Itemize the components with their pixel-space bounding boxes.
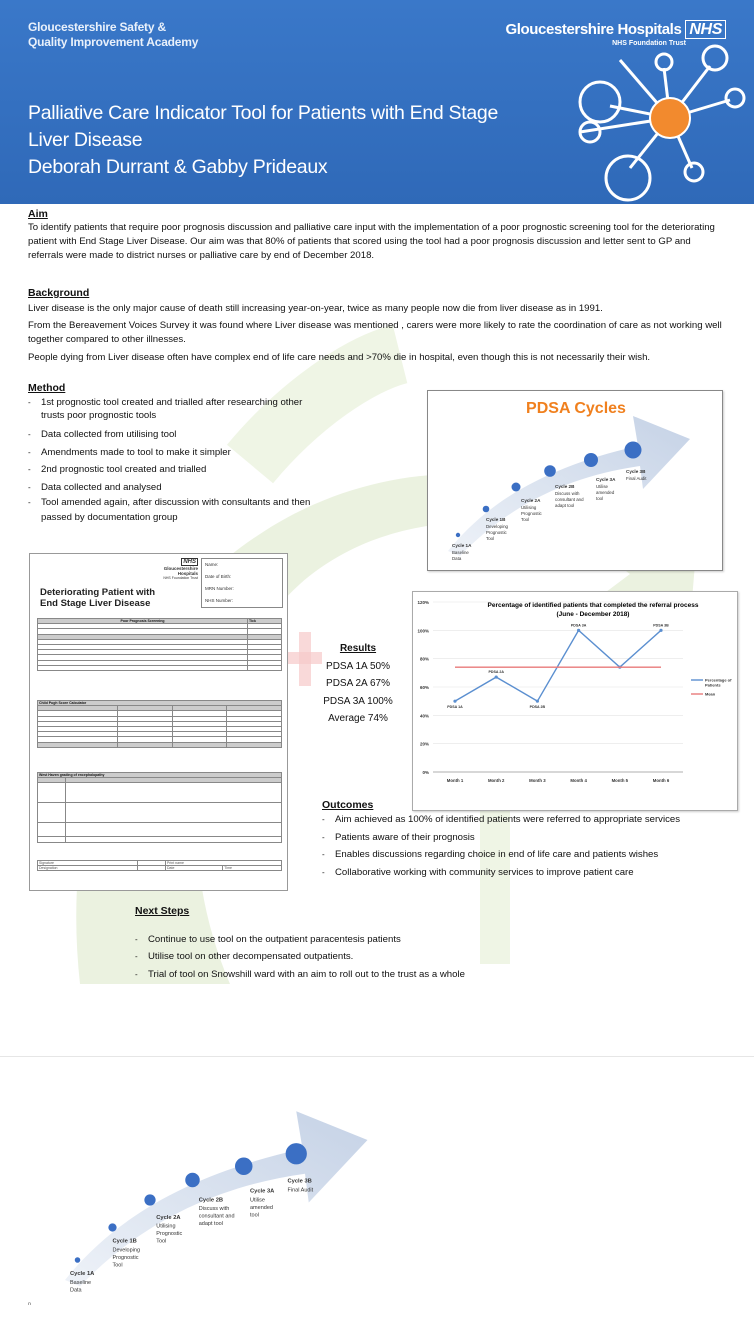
- legend-label: Percentage of: [705, 677, 732, 683]
- screening-table: [37, 618, 282, 671]
- child-pugh-header: Child Pugh Score Calculator: [38, 701, 282, 706]
- background-paragraph-2: From the Bereavement Voices Survey it was found where Liver disease was mentioned , carers were more likely to rate the coordination of care as not working well together compared to other illnesses.: [28, 320, 722, 345]
- pdsa-cycle-dot: [144, 1194, 155, 1205]
- pdsa-cycle-desc: Data: [70, 1287, 82, 1294]
- chart-point: [659, 629, 662, 632]
- background-paragraph-3: People dying from Liver disease often have complex end of life care needs and >70% die in hospital, even though this is not necessarily their wish.: [28, 352, 651, 363]
- chart-y-tick: 0%: [422, 770, 429, 775]
- chart-point-label: PDSA 3A: [570, 623, 587, 628]
- pdsa-cycle-desc: Prognostic: [156, 1231, 183, 1237]
- pdsa-cycle-dot: [584, 453, 598, 467]
- pdsa-cycle-desc: Baseline: [70, 1279, 92, 1286]
- chart-point: [453, 700, 456, 703]
- method-item: - 2nd prognostic tool created and trialled: [28, 461, 328, 479]
- chart-point: [536, 700, 539, 703]
- outcomes-section: [322, 799, 742, 881]
- pdsa-cycle-desc: Utilising: [156, 1223, 176, 1230]
- chart-title: Percentage of identified patients that completed the referral process: [487, 602, 699, 609]
- form-date: Date: [166, 866, 223, 871]
- chart-point: [577, 629, 580, 632]
- method-heading: Method: [28, 382, 66, 394]
- pdsa-cycle-desc: Tool: [486, 536, 495, 541]
- next-step-item: - Continue to use tool on the outpatient paracentesis patients: [135, 931, 405, 948]
- results-heading: Results: [339, 643, 377, 654]
- chart-point-label: PDSA 2B: [529, 705, 546, 710]
- outcomes-heading: Outcomes: [322, 799, 374, 811]
- outcomes-list: [322, 811, 742, 881]
- pdsa-cycle-desc: Developing: [486, 524, 508, 529]
- chart-x-tick: Month 3: [529, 778, 546, 783]
- pdsa-cycle-desc: Utilising: [521, 505, 537, 510]
- academy-line-2: Quality Improvement Academy: [28, 35, 199, 49]
- pdsa-cycle-desc: Tool: [112, 1262, 123, 1269]
- form-nhs-field: NHS Number:: [205, 598, 234, 603]
- pdsa-cycle-desc: Prognostic: [521, 511, 542, 516]
- form-mrn-field: MRN Number:: [205, 586, 234, 591]
- form-org: Gloucestershire Hospitals: [163, 566, 198, 576]
- academy-line-1: Gloucestershire Safety &: [28, 20, 166, 34]
- chart-y-tick: 120%: [417, 600, 429, 605]
- form-time: Time: [223, 866, 282, 871]
- pdsa-cycle-dot: [625, 442, 642, 459]
- result-pdsa-2a: PDSA 2A 67%: [326, 678, 390, 689]
- chart-point-label: PDSA 2A: [488, 670, 504, 675]
- cross-decoration: [288, 632, 322, 686]
- child-pugh-table: [37, 700, 282, 748]
- pdsa-cycle-desc: Baseline: [452, 550, 469, 555]
- tick-header: Tick: [248, 619, 282, 624]
- title-line-1: Palliative Care Indicator Tool for Patients with End Stage: [28, 102, 499, 124]
- form-title: [40, 587, 155, 609]
- pdsa-cycle-desc: Discuss with: [555, 491, 580, 496]
- pdsa-cycle-dot: [108, 1223, 116, 1231]
- chart-x-tick: Month 2: [487, 778, 505, 783]
- method-item: - Amendments made to tool to make it simpler: [28, 444, 328, 462]
- trust-name: Gloucestershire Hospitals: [505, 21, 682, 38]
- method-section: [28, 382, 328, 525]
- authors: Deborah Durrant & Gabby Prideaux: [28, 156, 328, 178]
- pdsa-cycle-dot: [286, 1143, 307, 1164]
- form-org-sub: NHS Foundation Trust: [163, 576, 198, 580]
- method-item: - Tool amended again, after discussion with consultants and then passed by documentation group: [28, 496, 328, 525]
- pdsa-cycles-diagram: [427, 390, 723, 571]
- method-item: - Data collected and analysed: [28, 479, 328, 497]
- outcome-item: - Aim achieved as 100% of identified patients were referred to appropriate services: [322, 811, 742, 829]
- west-haven-header: West Haven grading of encephalopathy: [38, 773, 282, 778]
- pdsa-cycle-desc: tool: [596, 496, 604, 501]
- next-step-item: - Utilise tool on other decompensated outpatients.: [135, 948, 535, 966]
- poster-header: [0, 0, 754, 204]
- legend-label: Mean: [705, 691, 716, 697]
- pdsa-cycle-label: Cycle 2B: [555, 484, 575, 489]
- chart-point: [495, 675, 498, 678]
- result-pdsa-3a: PDSA 3A 100%: [323, 695, 393, 707]
- pdsa-cycle-desc: Data: [452, 556, 462, 561]
- form-dob-field: Date of Birth:: [205, 574, 232, 579]
- pdsa-cycle-label: Cycle 1A: [452, 543, 472, 548]
- pdsa-cycle-desc: Prognostic: [112, 1254, 139, 1261]
- patient-label-box: [201, 558, 283, 608]
- pdsa-cycle-desc: Tool: [521, 517, 530, 522]
- chart-point-label: PDSA 1A: [447, 705, 463, 710]
- pdsa-cycle-desc: amended: [250, 1204, 273, 1211]
- next-step-item: - Trial of tool on Snowshill ward with an aim to roll out to the trust as a whole: [135, 966, 535, 984]
- screening-header: Poor Prognosis Screening: [38, 619, 248, 624]
- pdsa-cycle-desc: Prognostic: [486, 530, 507, 535]
- method-item: - Data collected from utilising tool: [28, 426, 328, 444]
- nhs-logo: NHS: [685, 20, 726, 39]
- background-paragraph-1: Liver disease is the only major cause of death still increasing year-on-year, twice as many people now die from liver disease as in 1991.: [28, 303, 603, 314]
- pdsa-cycle-label: Cycle 1B: [112, 1238, 137, 1245]
- referral-chart-svg: [413, 592, 739, 812]
- method-item: - 1st prognostic tool created and trialled after researching other trusts poor prognostic tools: [28, 396, 328, 422]
- pdsa-cycle-desc: Tool: [156, 1238, 167, 1245]
- chart-y-tick: 100%: [417, 628, 429, 634]
- chart-x-tick: Month 6: [652, 778, 670, 783]
- form-title-2: End Stage Liver Disease: [40, 598, 151, 609]
- pdsa-cycle-desc: Discuss with: [198, 1206, 230, 1212]
- form-title-1: Deteriorating Patient with: [40, 587, 156, 598]
- result-average: Average 74%: [328, 713, 388, 724]
- prognostic-tool-form: [29, 553, 288, 891]
- legend-label: Patients: [705, 682, 721, 688]
- chart-x-tick: Month 5: [611, 778, 629, 783]
- chart-series-line: [455, 630, 661, 701]
- chart-subtitle: (June - December 2018): [556, 611, 630, 618]
- pdsa-cycles-large: [40, 1080, 380, 1294]
- chart-y-tick: 40%: [419, 713, 429, 719]
- chart-y-tick: 80%: [419, 656, 429, 662]
- outcome-item: - Patients aware of their prognosis: [322, 829, 742, 847]
- pdsa-cycle-desc: tool: [250, 1212, 259, 1219]
- pdsa-cycle-label: Cycle 2B: [198, 1197, 224, 1204]
- method-list: [28, 396, 328, 525]
- aim-text: To identify patients that require poor prognosis discussion and palliative care input with the implementation of a poor prognostic screening tool for the deteriorating patient with End Stage Liver Disease. Our aim was that 80% of patients that scored using the tool had a poor prognosis discussion and letter sent to GP and referrals were made to district nurses or palliative care by end of December 2018.: [28, 222, 715, 261]
- academy-name: [28, 20, 198, 50]
- pdsa-cycle-dot: [483, 506, 490, 513]
- network-logo-icon: [560, 40, 754, 204]
- trust-subtitle: NHS Foundation Trust: [612, 40, 686, 47]
- chart-x-tick: Month 4: [570, 778, 587, 783]
- form-signature: Signature: [38, 861, 138, 866]
- pdsa-cycle-desc: adapt tool: [555, 503, 575, 508]
- pdsa-cycle-label: Cycle 1A: [70, 1271, 95, 1277]
- pdsa-cycle-label: Cycle 3B: [287, 1178, 312, 1185]
- pdsa-cycle-desc: Utilise: [250, 1197, 265, 1204]
- form-logo: [150, 558, 198, 580]
- poster-title: [28, 100, 498, 181]
- referral-chart: [412, 591, 738, 811]
- chart-y-tick: 20%: [419, 741, 429, 747]
- west-haven-table: [37, 772, 282, 843]
- pdsa-cycles-svg: [428, 391, 724, 572]
- pdsa-cycle-dot: [544, 465, 556, 477]
- signature-table: [37, 860, 282, 871]
- pdsa-cycle-label: Cycle 3A: [596, 477, 616, 482]
- footer-mark: ⁿ: [28, 1300, 31, 1309]
- chart-point-label: PDSA 3B: [653, 623, 669, 628]
- form-print-name: Print name: [166, 861, 282, 866]
- pdsa-cycle-dot: [456, 533, 460, 537]
- pdsa-cycle-label: Cycle 2A: [156, 1214, 181, 1221]
- pdsa-cycle-label: Cycle 2A: [521, 498, 541, 503]
- pdsa-cycle-desc: consultant and: [555, 497, 584, 502]
- results-section: [318, 640, 398, 728]
- next-steps-list-2: [135, 948, 535, 983]
- next-steps-list: [135, 931, 405, 948]
- outcome-item: - Collaborative working with community services to improve patient care: [322, 864, 742, 882]
- pdsa-cycle-desc: Developing: [112, 1247, 141, 1254]
- pdsa-cycle-desc: amended: [596, 490, 615, 495]
- pdsa-cycle-desc: Final Audit: [287, 1187, 314, 1194]
- background-heading: Background: [28, 287, 90, 299]
- pdsa-cycle-dot: [512, 483, 521, 492]
- form-name-field: Name:: [205, 562, 219, 567]
- aim-section: [28, 208, 728, 263]
- pdsa-cycle-desc: consultant and: [198, 1213, 235, 1220]
- pdsa-cycle-label: Cycle 3A: [250, 1188, 275, 1195]
- pdsa-cycle-label: Cycle 3B: [626, 469, 646, 474]
- pdsa-cycle-desc: Utilise: [596, 484, 608, 489]
- aim-heading: Aim: [28, 208, 48, 220]
- chart-x-tick: Month 1: [446, 778, 464, 783]
- page-divider: [0, 1056, 754, 1057]
- pdsa-cycle-dot: [185, 1173, 200, 1188]
- next-steps-heading: Next Steps: [135, 905, 190, 917]
- form-designation: Designation: [38, 866, 138, 871]
- pdsa-title: PDSA Cycles: [526, 400, 626, 417]
- result-pdsa-1a: PDSA 1A 50%: [326, 660, 390, 672]
- pdsa-cycle-desc: adapt tool: [198, 1221, 223, 1227]
- pdsa-cycle-dot: [235, 1158, 253, 1176]
- outcome-item: - Enables discussions regarding choice in end of life care and patients wishes: [322, 846, 742, 864]
- pdsa-cycle-desc: Final Audit: [626, 476, 647, 481]
- title-line-2: Liver Disease: [28, 129, 143, 151]
- next-steps-section: [135, 905, 535, 983]
- background-section: [28, 287, 728, 365]
- pdsa-cycle-dot: [75, 1257, 81, 1263]
- chart-y-tick: 60%: [419, 685, 429, 690]
- form-nhs-logo: NHS: [183, 559, 196, 565]
- pdsa-cycle-label: Cycle 1B: [486, 517, 506, 522]
